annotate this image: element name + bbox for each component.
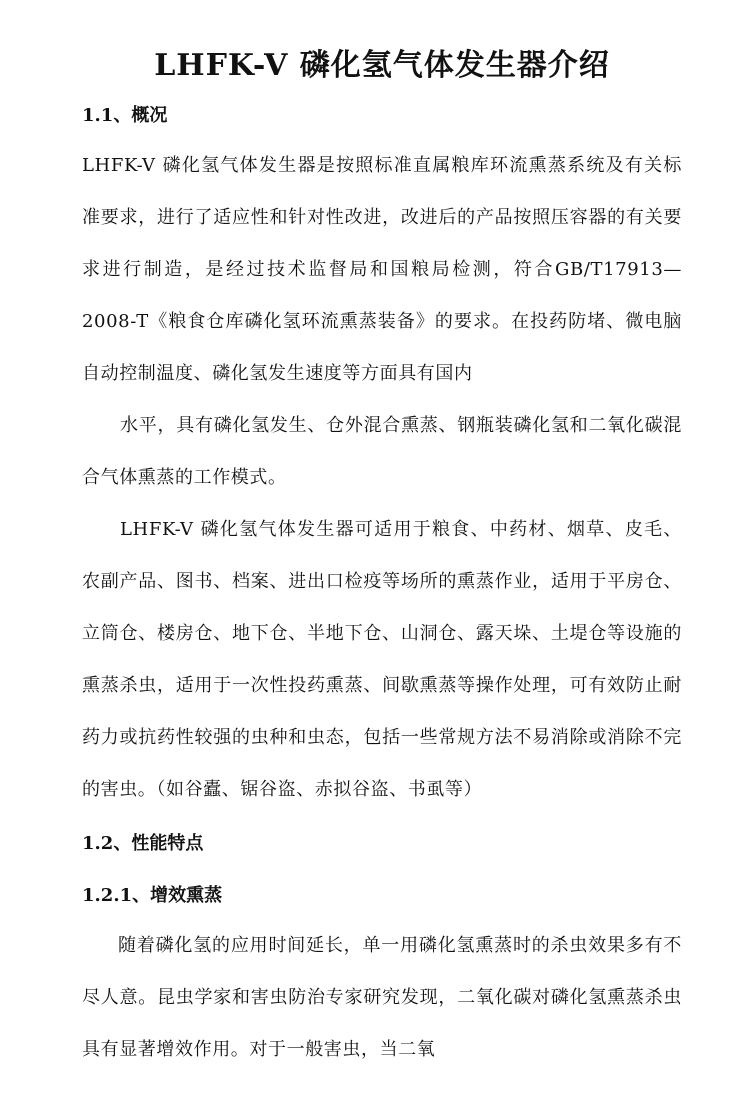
paragraph-overview-1: LHFK-V 磷化氢气体发生器是按照标准直属粮库环流熏蒸系统及有关标准要求，进行了适应性和针对性改进，改进后的产品按照压容器的有关要求进行制造，是经过技术监督局和国粮局检测，符合GB/T17913—2008-T《粮食仓库磷化氢环流熏蒸装备》的要求。在投药防堵、微电脑自动控制温度、磷化氢发生速度等方面具有国内 (82, 155, 682, 384)
document-title: LHFK-V 磷化氢气体发生器介绍 (154, 48, 610, 83)
paragraph-overview-2: 水平，具有磷化氢发生、仓外混合熏蒸、钢瓶装磷化氢和二氧化碳混合气体熏蒸的工作模式。 (82, 415, 682, 488)
section-synergy (82, 872, 682, 1076)
document-page (0, 40, 750, 1100)
section-heading-features: 1.2、性能特点 (82, 833, 204, 854)
section-heading-overview: 1.1、概况 (82, 105, 168, 126)
paragraph-synergy-1: 随着磷化氢的应用时间延长，单一用磷化氢熏蒸时的杀虫效果多有不尽人意。昆虫学家和害虫防治专家研究发现，二氧化碳对磷化氢熏蒸杀虫具有显著增效作用。对于一般害虫，当二氧 (82, 935, 682, 1060)
paragraph-overview-3: LHFK-V 磷化氢气体发生器可适用于粮食、中药材、烟草、皮毛、农副产品、图书、档案、进出口检疫等场所的熏蒸作业，适用于平房仓、立筒仓、楼房仓、地下仓、半地下仓、山洞仓、露天垛、土堤仓等设施的熏蒸杀虫，适用于一次性投药熏蒸、间歇熏蒸等操作处理，可有效防止耐药力或抗药性较强的虫种和虫态，包括一些常规方法不易消除或消除不完的害虫。（如谷蠹、锯谷盗、赤拟谷盗、书虱等） (82, 519, 682, 800)
section-overview (82, 92, 682, 816)
section-heading-synergy: 1.2.1、增效熏蒸 (82, 885, 223, 906)
section-features (82, 820, 682, 868)
